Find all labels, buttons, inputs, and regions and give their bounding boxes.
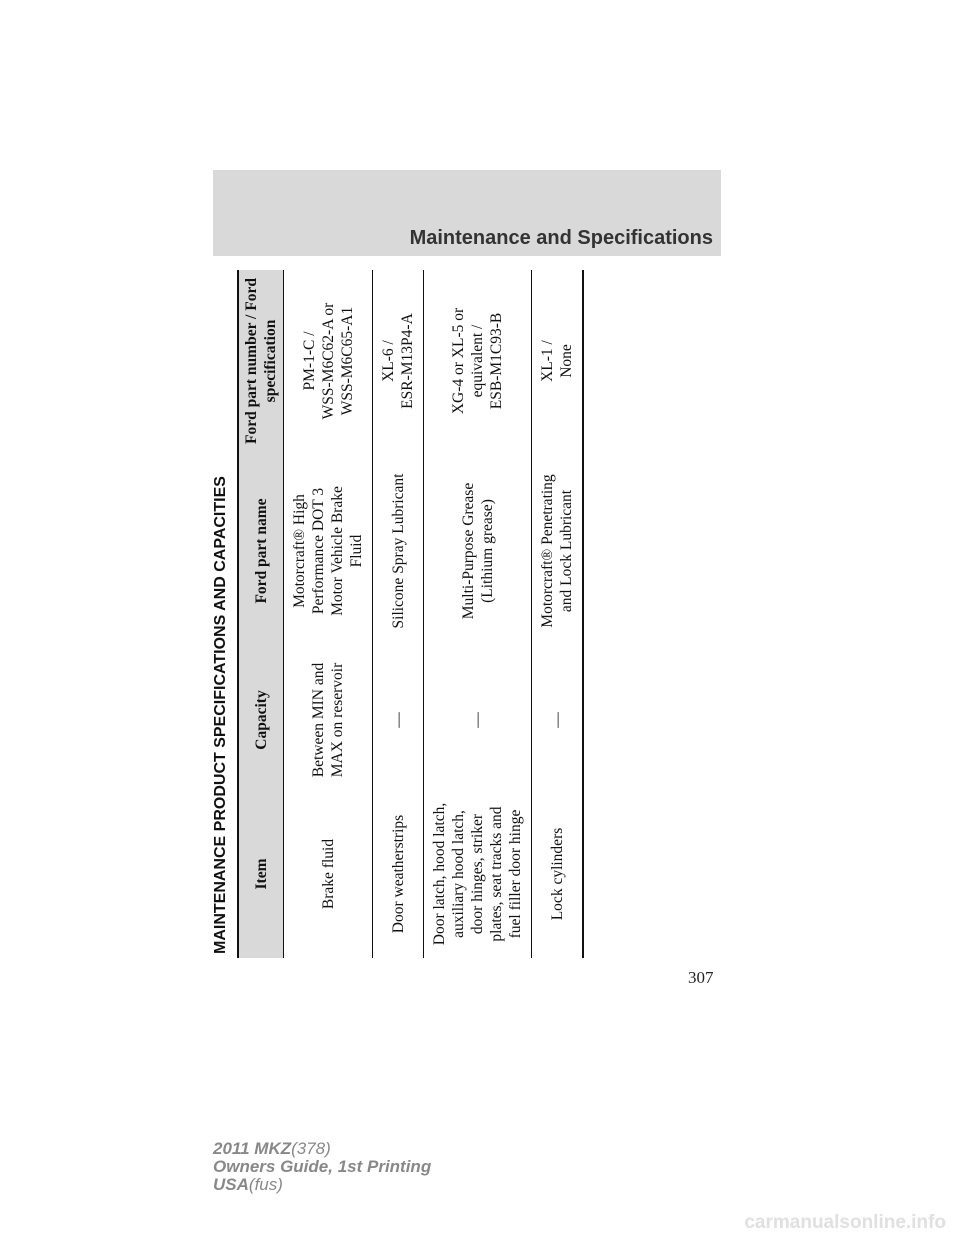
cell-line: Motor Vehicle Brake [329,486,346,616]
cell-line: Brake fluid [319,838,337,910]
cell-line: auxiliary hood latch, [450,810,467,938]
page-number: 307 [688,968,714,987]
table-row [373,270,424,958]
cell-line: XL-6 / [380,340,397,382]
cell-line: plates, seat tracks and [488,806,505,942]
spec-table [237,270,584,958]
cell-line: WSS-M6C62-A or [319,302,337,420]
table-row [532,270,584,958]
cell-line: Door weatherstrips [389,814,407,934]
cell-line: Motorcraft® High [291,494,308,608]
table-row [284,270,373,958]
section-title: Maintenance and Specifications [409,227,713,249]
cell-line: — [389,712,407,728]
column-header-item: Item [238,790,284,958]
cell-line: Door latch, hood latch, [431,802,448,946]
cell-line: ESR-M13P4-A [399,313,416,409]
watermark: carmanualsonline.info [744,1212,946,1233]
cell-part-name [284,452,373,650]
cell-item [424,790,532,958]
cell-part-name [424,452,532,650]
cell-part-name [532,452,584,650]
cell-part-name [373,452,424,650]
spec-table-header-row [238,270,284,958]
cell-line: XL-1 / [539,340,556,382]
cell-line: and Lock Lubricant [558,489,575,613]
cell-item [532,790,584,958]
cell-line: Multi-Purpose Grease [459,482,477,620]
cell-capacity [373,650,424,790]
cell-capacity [532,650,584,790]
column-header-part-number: Ford part number / Ford specification [238,270,284,452]
footer-model: 2011 MKZ [213,1139,292,1158]
footer-market-code: (fus) [248,1175,283,1194]
cell-line: WSS-M6C65-A1 [338,306,356,416]
cell-line: (Lithium grease) [478,499,496,603]
cell-line: Motorcraft® Penetrating [539,474,556,628]
cell-line: Lock cylinders [548,827,566,921]
cell-part-number [284,270,373,452]
cell-part-number [532,270,584,452]
print-footer [213,1140,431,1194]
cell-part-number [424,270,532,452]
section-header-band [213,170,721,256]
cell-capacity [284,650,373,790]
cell-line: — [548,712,566,728]
cell-part-number [373,270,424,452]
table-row [424,270,532,958]
cell-line: MAX on reservoir [329,662,346,778]
cell-line: XG-4 or XL-5 or [450,307,467,415]
cell-capacity [424,650,532,790]
footer-edition: Owners Guide, 1st Printing [213,1157,432,1176]
spec-table-block [205,270,575,958]
cell-item [284,790,373,958]
cell-line: — [469,712,486,728]
cell-line: fuel filler door hinge [507,809,524,939]
cell-line: Silicone Spray Lubricant [389,473,407,629]
cell-line: Between MIN and [310,662,327,778]
cell-line: ESB-M1C93-B [488,312,505,410]
cell-item [373,790,424,958]
cell-line: door hinges, striker [469,813,486,935]
cell-line: Performance DOT 3 [310,487,327,615]
column-header-capacity: Capacity [238,650,284,790]
spec-table-title: MAINTENANCE PRODUCT SPECIFICATIONS AND CAPACITIES [212,476,229,954]
footer-model-code: (378) [291,1139,331,1158]
column-header-part-name: Ford part name [238,452,284,650]
cell-line: None [558,344,575,378]
footer-market: USA [213,1175,249,1194]
cell-line: equivalent / [469,324,486,398]
cell-line: PM-1-C / [300,331,318,391]
cell-line: Fluid [348,534,365,568]
